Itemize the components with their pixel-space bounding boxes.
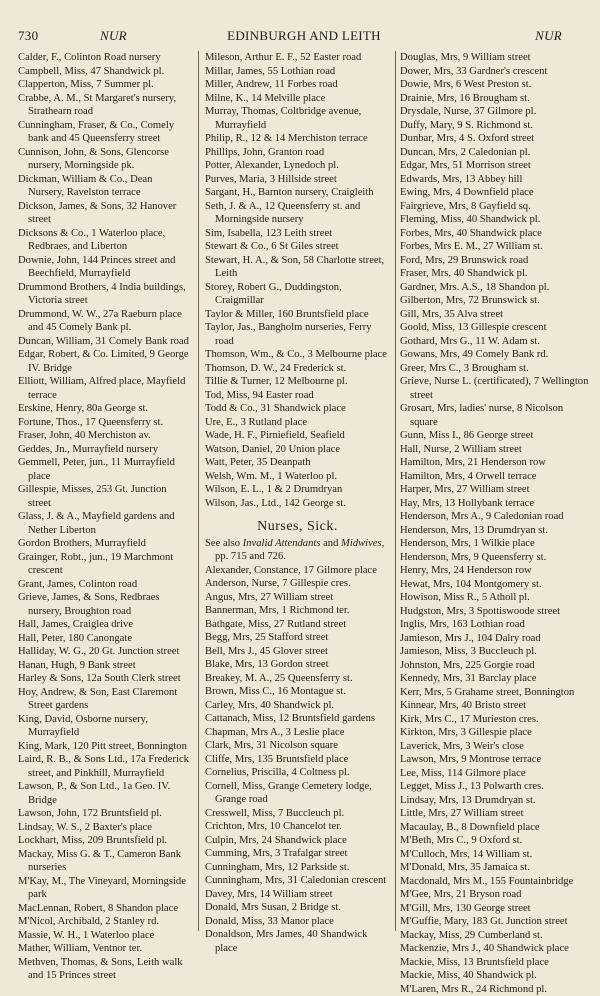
page-header xyxy=(18,28,590,48)
column-divider xyxy=(395,51,396,931)
directory-entry: Dower, Mrs, 33 Gardner's crescent xyxy=(400,65,590,79)
directory-entry: Lockhart, Miss, 209 Bruntsfield pl. xyxy=(18,834,190,848)
column-divider xyxy=(198,51,199,931)
directory-entry: Henry, Mrs, 24 Henderson row xyxy=(400,564,590,578)
directory-entry: Elliott, William, Alfred place, Mayfield terrace xyxy=(18,375,190,402)
directory-entry: Welsh, Wm. M., 1 Waterloo pl. xyxy=(205,470,390,484)
directory-entry: Gill, Mrs, 35 Alva street xyxy=(400,308,590,322)
directory-entry: Lindsay, W. S., 2 Baxter's place xyxy=(18,821,190,835)
directory-entry: Hanan, Hugh, 9 Bank street xyxy=(18,659,190,673)
directory-entry: Wilson, Jas., Ltd., 142 George st. xyxy=(205,497,390,511)
directory-entry: Hall, Nurse, 2 William street xyxy=(400,443,590,457)
directory-entry: Cumming, Mrs, 3 Trafalgar street xyxy=(205,847,390,861)
directory-entry: Mackenzie, Mrs J., 40 Shandwick place xyxy=(400,942,590,956)
directory-entry: Mackie, Miss, 13 Bruntsfield place xyxy=(400,956,590,970)
directory-entry: Forbes, Mrs, 40 Shandwick place xyxy=(400,227,590,241)
directory-entry: Gilberton, Mrs, 72 Brunswick st. xyxy=(400,294,590,308)
directory-entry: MacLennan, Robert, 8 Shandon place xyxy=(18,902,190,916)
directory-entry: Methven, Thomas, & Sons, Leith walk and 15 Princes street xyxy=(18,956,190,983)
directory-entry: Bathgate, Miss, 27 Rutland street xyxy=(205,618,390,632)
directory-entry: Cunnison, John, & Sons, Glencorse nursery, Morningside pk. xyxy=(18,146,190,173)
section-note: See also Invalid Attendants and Midwives, pp. 715 and 726. xyxy=(205,537,390,564)
directory-entry: Drainie, Mrs, 16 Brougham st. xyxy=(400,92,590,106)
directory-entry: Chapman, Mrs A., 3 Leslie place xyxy=(205,726,390,740)
directory-entry: Drummond Brothers, 4 India buildings, Victoria street xyxy=(18,281,190,308)
directory-entry: Inglis, Mrs, 163 Lothian road xyxy=(400,618,590,632)
directory-entry: M'Laren, Mrs R., 24 Richmond pl. xyxy=(400,983,590,996)
directory-entry: Sim, Isabella, 123 Leith street xyxy=(205,227,390,241)
directory-entry: Taylor, Jas., Bangholm nurseries, Ferry road xyxy=(205,321,390,348)
directory-entry: Davey, Mrs, 14 William street xyxy=(205,888,390,902)
directory-entry: Mackay, Miss G. & T., Cameron Bank nurseries xyxy=(18,848,190,875)
directory-entry: Glass, J. & A., Mayfield gardens and Nether Liberton xyxy=(18,510,190,537)
directory-entry: Gowans, Mrs, 49 Comely Bank rd. xyxy=(400,348,590,362)
directory-entry: Millar, James, 55 Lothian road xyxy=(205,65,390,79)
directory-entry: Ure, E., 3 Rutland place xyxy=(205,416,390,430)
directory-entry: Culpin, Mrs, 24 Shandwick place xyxy=(205,834,390,848)
column-3 xyxy=(400,51,590,931)
directory-entry: King, Mark, 120 Pitt street, Bonnington xyxy=(18,740,190,754)
directory-entry: Cliffe, Mrs, 135 Bruntsfield place xyxy=(205,753,390,767)
directory-entry: Lawson, P., & Son Ltd., 1a Geo. IV. Bridge xyxy=(18,780,190,807)
directory-entry: Hudgston, Mrs, 3 Spottiswoode street xyxy=(400,605,590,619)
directory-entry: Calder, F., Colinton Road nursery xyxy=(18,51,190,65)
directory-entry: Edgar, Robert, & Co. Limited, 9 George IV. Bridge xyxy=(18,348,190,375)
directory-entry: Tillie & Turner, 12 Melbourne pl. xyxy=(205,375,390,389)
directory-entry: Fraser, Mrs, 40 Shandwick pl. xyxy=(400,267,590,281)
directory-entry: Grainger, Robt., jun., 19 Marchmont crescent xyxy=(18,551,190,578)
directory-entry: Jamieson, Mrs J., 104 Dalry road xyxy=(400,632,590,646)
directory-entry: King, David, Osborne nursery, Murrayfield xyxy=(18,713,190,740)
directory-entry: Kirk, Mrs C., 17 Murieston cres. xyxy=(400,713,590,727)
directory-entry: Gardner, Mrs. A.S., 18 Shandon pl. xyxy=(400,281,590,295)
directory-entry: Gothard, Mrs G., 11 W. Adam st. xyxy=(400,335,590,349)
directory-entry: Mileson, Arthur E. F., 52 Easter road xyxy=(205,51,390,65)
directory-entry: Miller, Andrew, 11 Forbes road xyxy=(205,78,390,92)
page-title: EDINBURGH AND LEITH xyxy=(18,28,590,44)
nurses-list xyxy=(205,564,390,956)
directory-entry: Blake, Mrs, 13 Gordon street xyxy=(205,658,390,672)
directory-entry: Bell, Mrs J., 45 Glover street xyxy=(205,645,390,659)
directory-entry: Storey, Robert G., Duddingston, Craigmillar xyxy=(205,281,390,308)
directory-entry: Donald, Mrs Susan, 2 Bridge st. xyxy=(205,901,390,915)
directory-entry: Milne, K., 14 Melville place xyxy=(205,92,390,106)
directory-entry: Kennedy, Mrs, 31 Barclay place xyxy=(400,672,590,686)
directory-entry: Watt, Peter, 35 Deanpath xyxy=(205,456,390,470)
section-heading: Nurses, Sick. xyxy=(205,520,390,534)
directory-entry: Cresswell, Miss, 7 Buccleuch pl. xyxy=(205,807,390,821)
directory-entry: Cornell, Miss, Grange Cemetery lodge, Grange road xyxy=(205,780,390,807)
directory-entry: Clapperton, Miss, 7 Summer pl. xyxy=(18,78,190,92)
directory-entry: Todd & Co., 31 Shandwick place xyxy=(205,402,390,416)
directory-entry: Duncan, William, 31 Comely Bank road xyxy=(18,335,190,349)
directory-entry: Grieve, Nurse L. (certificated), 7 Wellington street xyxy=(400,375,590,402)
directory-entry: Halliday, W. G., 20 Gt. Junction street xyxy=(18,645,190,659)
directory-entry: Kirkton, Mrs, 3 Gillespie place xyxy=(400,726,590,740)
directory-entry: Watson, Daniel, 20 Union place xyxy=(205,443,390,457)
directory-entry: Stewart, H. A., & Son, 58 Charlotte street, Leith xyxy=(205,254,390,281)
directory-entry: Laird, R. B., & Sons Ltd., 17a Frederick street, and Pinkhill, Murrayfield xyxy=(18,753,190,780)
directory-entry: Taylor & Miller, 160 Bruntsfield place xyxy=(205,308,390,322)
directory-entry: Phillips, John, Granton road xyxy=(205,146,390,160)
directory-entry: Seth, J. & A., 12 Queensferry st. and Morningside nursery xyxy=(205,200,390,227)
directory-entry: Geddes, Jn., Murrayfield nursery xyxy=(18,443,190,457)
directory-entry: Fraser, John, 40 Merchiston av. xyxy=(18,429,190,443)
directory-entry: Lawson, Mrs, 9 Montrose terrace xyxy=(400,753,590,767)
directory-entry: Purves, Maria, 3 Hillside street xyxy=(205,173,390,187)
directory-entry: Howison, Miss R., 5 Atholl pl. xyxy=(400,591,590,605)
directory-entry: Kinnear, Mrs, 40 Bristo street xyxy=(400,699,590,713)
directory-entry: Harley & Sons, 12a South Clerk street xyxy=(18,672,190,686)
header-right-word: NUR xyxy=(535,28,562,44)
directory-entry: Campbell, Miss, 47 Shandwick pl. xyxy=(18,65,190,79)
directory-entry: Henderson, Mrs A., 9 Caledonian road xyxy=(400,510,590,524)
directory-entry: Grant, James, Colinton road xyxy=(18,578,190,592)
directory-entry: Cornelius, Priscilla, 4 Coltness pl. xyxy=(205,766,390,780)
directory-entry: M'Nicol, Archibald, 2 Stanley rd. xyxy=(18,915,190,929)
directory-entry: Dickman, William & Co., Dean Nursery, Ravelston terrace xyxy=(18,173,190,200)
directory-entry: M'Kay, M., The Vineyard, Morningside park xyxy=(18,875,190,902)
directory-entry: Sargant, H., Barnton nursery, Craigleith xyxy=(205,186,390,200)
directory-entry: Dicksons & Co., 1 Waterloo place, Redbraes, and Liberton xyxy=(18,227,190,254)
directory-entry: Donald, Miss, 33 Manor place xyxy=(205,915,390,929)
directory-entry: Lindsay, Mrs, 13 Drumdryan st. xyxy=(400,794,590,808)
directory-entry: Edgar, Mrs, 51 Morrison street xyxy=(400,159,590,173)
directory-entry: Fortune, Thos., 17 Queensferry st. xyxy=(18,416,190,430)
directory-entry: Hoy, Andrew, & Son, East Claremont Street gardens xyxy=(18,686,190,713)
directory-entry: Johnston, Mrs, 225 Gorgie road xyxy=(400,659,590,673)
directory-entry: M'Guffie, Mary, 183 Gt. Junction street xyxy=(400,915,590,929)
directory-entry: Drysdale, Nurse, 37 Gilmore pl. xyxy=(400,105,590,119)
directory-entry: Gemmell, Peter, jun., 11 Murrayfield place xyxy=(18,456,190,483)
directory-entry: Greer, Mrs C., 3 Brougham st. xyxy=(400,362,590,376)
directory-entry: Alexander, Constance, 17 Gilmore place xyxy=(205,564,390,578)
directory-entry: Mackay, Miss, 29 Cumberland st. xyxy=(400,929,590,943)
directory-entry: Philip, R., 12 & 14 Merchiston terrace xyxy=(205,132,390,146)
directory-entry: Harper, Mrs, 27 William street xyxy=(400,483,590,497)
directory-entry: Potter, Alexander, Lynedoch pl. xyxy=(205,159,390,173)
directory-entry: Stewart & Co., 6 St Giles street xyxy=(205,240,390,254)
directory-entry: Crabbe, A. M., St Margaret's nursery, Strathearn road xyxy=(18,92,190,119)
directory-entry: Tod, Miss, 94 Easter road xyxy=(205,389,390,403)
directory-entry: Breakey, M. A., 25 Queensferry st. xyxy=(205,672,390,686)
directory-entry: Edwards, Mrs, 13 Abbey hill xyxy=(400,173,590,187)
directory-entry: Thomson, Wm., & Co., 3 Melbourne place xyxy=(205,348,390,362)
directory-entry: Gillespie, Misses, 253 Gt. Junction street xyxy=(18,483,190,510)
header-left-word: NUR xyxy=(100,28,127,44)
directory-entry: Grosart, Mrs, ladies' nurse, 8 Nicolson square xyxy=(400,402,590,429)
directory-entry: Legget, Miss J., 13 Polwarth cres. xyxy=(400,780,590,794)
directory-entry: Dowie, Mrs, 6 West Preston st. xyxy=(400,78,590,92)
directory-entry: M'Beth, Mrs C., 9 Oxford st. xyxy=(400,834,590,848)
directory-entry: Henderson, Mrs, 9 Queensferry st. xyxy=(400,551,590,565)
directory-entry: Little, Mrs, 27 William street xyxy=(400,807,590,821)
directory-entry: M'Gill, Mrs, 130 George street xyxy=(400,902,590,916)
directory-entry: Cunningham, Mrs, 12 Parkside st. xyxy=(205,861,390,875)
directory-entry: Hewat, Mrs, 104 Montgomery st. xyxy=(400,578,590,592)
directory-entry: Brown, Miss C., 16 Montague st. xyxy=(205,685,390,699)
directory-entry: Duffy, Mary, 9 S. Richmond st. xyxy=(400,119,590,133)
directory-entry: Lawson, John, 172 Bruntsfield pl. xyxy=(18,807,190,821)
directory-entry: Henderson, Mrs, 1 Wilkie place xyxy=(400,537,590,551)
directory-entry: Gunn, Miss I., 86 George street xyxy=(400,429,590,443)
directory-entry: Thomson, D. W., 24 Frederick st. xyxy=(205,362,390,376)
directory-entry: Cunningham, Mrs, 31 Caledonian crescent xyxy=(205,874,390,888)
directory-entry: Laverick, Mrs, 3 Weir's close xyxy=(400,740,590,754)
directory-entry: Macaulay, B., 8 Downfield place xyxy=(400,821,590,835)
directory-entry: M'Gee, Mrs, 21 Bryson road xyxy=(400,888,590,902)
directory-entry: Fleming, Miss, 40 Shandwick pl. xyxy=(400,213,590,227)
directory-entry: Macdonald, Mrs M., 155 Fountainbridge xyxy=(400,875,590,889)
column-1 xyxy=(18,51,190,931)
directory-entry: Dickson, James, & Sons, 32 Hanover street xyxy=(18,200,190,227)
directory-entry: Mackie, Miss, 40 Shandwick pl. xyxy=(400,969,590,983)
directory-entry: Murray, Thomas, Coltbridge avenue, Murrayfield xyxy=(205,105,390,132)
directory-entry: Hay, Mrs, 13 Hollybank terrace xyxy=(400,497,590,511)
directory-entry: M'Culloch, Mrs, 14 William st. xyxy=(400,848,590,862)
page-number: 730 xyxy=(18,28,38,44)
directory-entry: Ford, Mrs, 29 Brunswick road xyxy=(400,254,590,268)
directory-entry: Bannerman, Mrs, 1 Richmond ter. xyxy=(205,604,390,618)
directory-entry: Goold, Miss, 13 Gillespie crescent xyxy=(400,321,590,335)
directory-entry: Erskine, Henry, 80a George st. xyxy=(18,402,190,416)
directory-entry: Kerr, Mrs, 5 Grahame street, Bonnington xyxy=(400,686,590,700)
directory-entry: Hamilton, Mrs, 4 Orwell terrace xyxy=(400,470,590,484)
directory-entry: Fairgrieve, Mrs, 8 Gayfield sq. xyxy=(400,200,590,214)
directory-entry: Dunbar, Mrs, 4 S. Oxford street xyxy=(400,132,590,146)
directory-entry: Forbes, Mrs E. M., 27 William st. xyxy=(400,240,590,254)
directory-entry: Massie, W. H., 1 Waterloo place xyxy=(18,929,190,943)
directory-entry: Cattanach, Miss, 12 Bruntsfield gardens xyxy=(205,712,390,726)
directory-entry: Carley, Mrs, 40 Shandwick pl. xyxy=(205,699,390,713)
directory-entry: Crichton, Mrs, 10 Chancelot ter. xyxy=(205,820,390,834)
directory-entry: Anderson, Nurse, 7 Gillespie cres. xyxy=(205,577,390,591)
directory-entry: Wilson, E. L., 1 & 2 Drumdryan xyxy=(205,483,390,497)
directory-entry: Lee, Miss, 114 Gilmore place xyxy=(400,767,590,781)
directory-entry: Grieve, James, & Sons, Redbraes nursery, Broughton road xyxy=(18,591,190,618)
directory-entry: Gordon Brothers, Murrayfield xyxy=(18,537,190,551)
nurseries-continued xyxy=(205,51,390,510)
directory-entry: Jamieson, Miss, 3 Buccleuch pl. xyxy=(400,645,590,659)
directory-entry: Ewing, Mrs, 4 Downfield place xyxy=(400,186,590,200)
directory-entry: Duncan, Mrs, 2 Caledonian pl. xyxy=(400,146,590,160)
directory-entry: Cunningham, Fraser, & Co., Comely bank and 45 Queensferry street xyxy=(18,119,190,146)
directory-entry: Hall, Peter, 180 Canongate xyxy=(18,632,190,646)
directory-entry: M'Donald, Mrs, 35 Jamaica st. xyxy=(400,861,590,875)
directory-entry: Wade, H. F., Pirniefield, Seafield xyxy=(205,429,390,443)
directory-entry: Hamilton, Mrs, 21 Henderson row xyxy=(400,456,590,470)
directory-entry: Donaldson, Mrs James, 40 Shandwick place xyxy=(205,928,390,955)
directory-entry: Begg, Mrs, 25 Stafford street xyxy=(205,631,390,645)
column-2 xyxy=(205,51,390,931)
directory-entry: Downie, John, 144 Princes street and Beechfield, Murrayfield xyxy=(18,254,190,281)
directory-entry: Mather, William, Ventnor ter. xyxy=(18,942,190,956)
directory-entry: Drummond, W. W., 27a Raeburn place and 45 Comely Bank pl. xyxy=(18,308,190,335)
directory-entry: Henderson, Mrs, 13 Drumdryan st. xyxy=(400,524,590,538)
directory-entry: Angus, Mrs, 27 William street xyxy=(205,591,390,605)
directory-entry: Clark, Mrs, 31 Nicolson square xyxy=(205,739,390,753)
directory-entry: Douglas, Mrs, 9 William street xyxy=(400,51,590,65)
directory-entry: Hall, James, Craiglea drive xyxy=(18,618,190,632)
